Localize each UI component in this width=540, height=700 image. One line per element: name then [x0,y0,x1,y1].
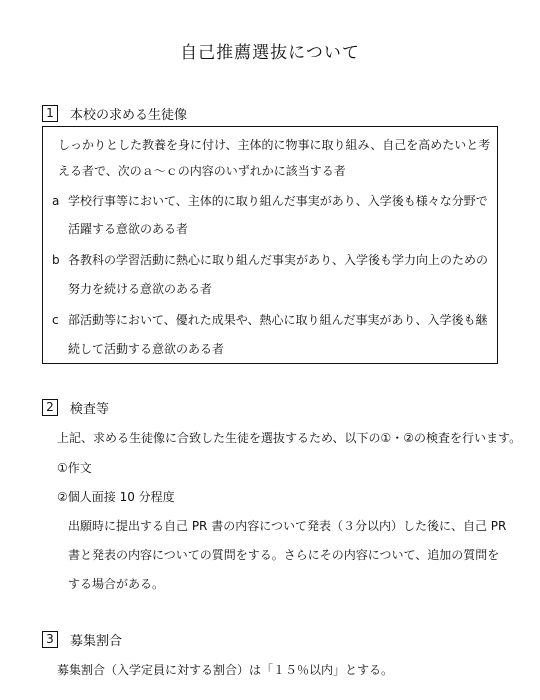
item-a-mark: a [52,194,60,208]
item-b-line-2: 努力を続ける意欲のある者 [68,282,213,296]
item-a-line-1: 学校行事等において、主体的に取り組んだ事実があり、入学後も様々な分野で [68,194,488,208]
page-title: 自己推薦選抜について [180,43,360,63]
student-profile-box [42,126,498,364]
profile-intro-line-1: しっかりとした教養を身に付け、主体的に物事に取り組み、自己を高めたいと考 [58,138,491,152]
exam-item-interview: ②個人面接 10 分程度 [57,490,175,504]
section-3-title: 募集割合 [70,633,123,649]
quota-text: 募集割合（入学定員に対する割合）は「１５％以内」とする。 [57,663,394,677]
exam-lead: 上記、求める生徒像に合致した生徒を選抜するため、以下の①・②の検査を行います。 [57,431,522,445]
section-1-heading [42,104,187,122]
item-c-line-1: 部活動等において、優れた成果や、熱心に取り組んだ事実があり、入学後も継 [68,313,488,327]
item-a-line-2: 活躍する意欲のある者 [68,222,189,236]
profile-item-a [52,193,488,209]
exam-item-essay: ①作文 [57,461,92,475]
item-b-line-1: 各教科の学習活動に熱心に取り組んだ事実があり、入学後も学力向上のための [68,253,489,267]
interview-detail-line-1: 出願時に提出する自己 PR 書の内容について発表（３分以内）した後に、自己 PR [68,519,507,533]
profile-item-c [52,312,488,328]
interview-detail-line-3: する場合がある。 [68,577,165,591]
item-c-mark: c [52,313,59,327]
section-1-title: 本校の求める生徒像 [70,107,188,123]
section-2-heading [42,398,109,416]
section-1-number: 1 [42,105,58,122]
item-c-line-2: 続して活動する意欲のある者 [68,342,225,356]
section-3-number: 3 [42,631,58,648]
section-2-title: 検査等 [70,401,110,417]
profile-intro-line-2: える者で、次のａ～ｃの内容のいずれかに該当する者 [58,164,346,178]
profile-item-b [52,252,488,268]
item-b-mark: b [52,253,60,267]
section-2-number: 2 [42,399,58,416]
section-3-heading [42,630,122,648]
interview-detail-line-2: 書と発表の内容についての質問をする。さらにその内容について、追加の質問を [68,548,500,562]
